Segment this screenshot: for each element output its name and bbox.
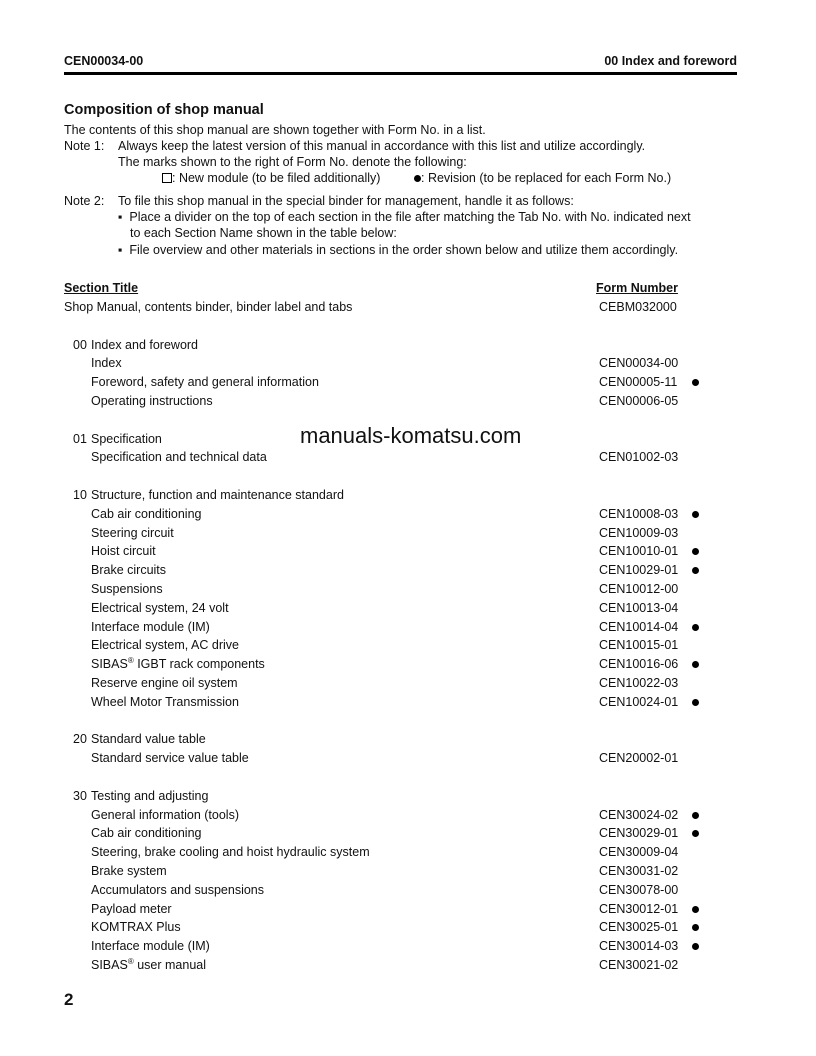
revision-bullet-icon [692,830,699,837]
section-number: 30 [73,788,87,803]
revision-text: : Revision (to be replaced for each Form No.) [421,171,672,185]
list-item [64,448,737,467]
revision-bullet-icon [692,906,699,913]
page-title: Composition of shop manual [64,102,264,118]
list-item [64,918,737,937]
item-title: Cab air conditioning [91,826,202,841]
section-group-header [64,336,737,355]
section-name: Testing and adjusting [91,788,209,803]
form-number: CEN10024-01 [599,694,679,709]
list-item [64,900,737,919]
item-title: General information (tools) [91,807,239,822]
section-group-header [64,730,737,749]
section-number: 10 [73,487,87,502]
revision-bullet-icon [692,661,699,668]
item-title: Payload meter [91,901,172,916]
list-item [64,674,737,693]
form-number: CEN10012-00 [599,581,679,596]
list-item [64,862,737,881]
section-title-header: Section Title [64,281,139,295]
form-number: CEN10013-04 [599,600,679,615]
revision-bullet-icon [692,379,699,386]
form-number: CEN10022-03 [599,675,679,690]
item-title: Cab air conditioning [91,506,202,521]
item-title: Steering, brake cooling and hoist hydraulic system [91,845,370,860]
doc-id: CEN00034-00 [64,54,144,68]
list-item [64,618,737,637]
item-title: Specification and technical data [91,450,267,465]
form-number: CEN00006-05 [599,393,679,408]
revision-bullet-icon [692,567,699,574]
item-title: Suspensions [91,581,163,596]
list-item [64,298,737,317]
spacer [64,467,737,486]
new-module-text: : New module (to be filed additionally) [172,171,381,185]
item-title: Brake system [91,863,167,878]
list-item [64,542,737,561]
form-number: CEN10009-03 [599,525,679,540]
new-module-legend [162,171,380,186]
form-number: CEN10008-03 [599,506,679,521]
section-number: 00 [73,337,87,352]
page-number: 2 [64,990,74,1009]
form-number: CEN30024-02 [599,807,679,822]
form-number: CEN10015-01 [599,638,679,653]
list-item [64,524,737,543]
list-item [64,599,737,618]
note2-bullet1: ▪ Place a divider on the top of each section in the file after matching the Tab No. with No. indicated next [118,210,691,224]
list-item [64,937,737,956]
item-title: Reserve engine oil system [91,675,238,690]
note1-label: Note 1: [64,139,105,153]
watermark: manuals-komatsu.com [300,423,522,448]
list-item [64,806,737,825]
form-number: CEN30021-02 [599,957,679,972]
form-number: CEN10014-04 [599,619,679,634]
list-item [64,749,737,768]
section-group-header [64,787,737,806]
form-number: CEN30029-01 [599,826,679,841]
note2-bullet2-text: File overview and other materials in sections in the order shown below and utilize them accordingly. [129,243,679,257]
item-title: Accumulators and suspensions [91,882,265,897]
item-title: Steering circuit [91,525,174,540]
list-item [64,881,737,900]
item-title: Brake circuits [91,563,167,578]
section-number: 01 [73,431,87,446]
section-name: Structure, function and maintenance standard [91,487,344,502]
form-number: CEN30009-04 [599,845,679,860]
section-name: Standard value table [91,732,206,747]
note2-label: Note 2: [64,194,105,208]
section-name: Specification [91,431,162,446]
form-number: CEN01002-03 [599,450,679,465]
list-item [64,843,737,862]
item-title: Standard service value table [91,751,249,766]
list-item [64,636,737,655]
note2-bullet1-text: Place a divider on the top of each section in the file after matching the Tab No. with No. indicated next [129,210,691,224]
list-item [64,956,737,975]
list-item [64,561,737,580]
revision-bullet-icon [692,924,699,931]
form-number: CEN10016-06 [599,657,679,672]
item-title: Interface module (IM) [91,939,210,954]
form-number: CEN30012-01 [599,901,679,916]
form-number: CEN20002-01 [599,751,679,766]
note2-line1: To file this shop manual in the special binder for management, handle it as follows: [118,194,574,208]
item-title: Operating instructions [91,393,213,408]
spacer [64,768,737,787]
note1-line1: Always keep the latest version of this manual in accordance with this list and utilize accordingly. [118,139,646,153]
revision-bullet-icon [692,511,699,518]
form-number-header: Form Number [596,281,678,295]
form-number: CEN00034-00 [599,356,679,371]
revision-bullet-icon [692,624,699,631]
revision-bullet-icon [414,175,421,182]
item-title: Interface module (IM) [91,619,210,634]
contents-list [64,298,737,975]
item-title: Index [91,356,122,371]
item-title: Electrical system, 24 volt [91,600,229,615]
list-item [64,354,737,373]
section-header: 00 Index and foreword [604,54,737,68]
item-title: Wheel Motor Transmission [91,694,239,709]
item-title: SIBAS® IGBT rack components [91,655,265,672]
form-number: CEN30025-01 [599,920,679,935]
new-module-icon [162,173,172,183]
item-title: Shop Manual, contents binder, binder label and tabs [64,300,353,314]
revision-bullet-icon [692,699,699,706]
form-number: CEN00005-11 [599,375,678,390]
list-item [64,392,737,411]
form-number: CEN30014-03 [599,939,679,954]
item-title: SIBAS® user manual [91,956,206,972]
item-title: KOMTRAX Plus [91,920,181,935]
spacer [64,317,737,336]
revision-bullet-icon [692,548,699,555]
form-number: CEN30031-02 [599,863,679,878]
form-number: CEN30078-00 [599,882,679,897]
form-number: CEN10029-01 [599,563,679,578]
item-title: Electrical system, AC drive [91,638,239,653]
section-name: Index and foreword [91,337,199,352]
list-item [64,824,737,843]
section-group-header [64,486,737,505]
list-item [64,373,737,392]
note2-bullet1-cont: to each Section Name shown in the table below: [130,226,397,240]
revision-bullet-icon [692,943,699,950]
spacer [64,712,737,731]
header-rule [64,72,737,75]
list-item [64,580,737,599]
note1-line2: The marks shown to the right of Form No. denote the following: [118,155,467,169]
item-title: Foreword, safety and general information [91,375,319,390]
intro-text: The contents of this shop manual are shown together with Form No. in a list. [64,123,486,137]
note2-bullet2: ▪ File overview and other materials in sections in the order shown below and utilize them accordingly. [118,243,679,257]
list-item [64,505,737,524]
revision-bullet-icon [692,812,699,819]
list-item [64,655,737,674]
form-number: CEBM032000 [599,300,677,314]
item-title: Hoist circuit [91,544,156,559]
form-number: CEN10010-01 [599,544,679,559]
list-item [64,693,737,712]
section-number: 20 [73,732,87,747]
revision-legend [414,171,671,186]
